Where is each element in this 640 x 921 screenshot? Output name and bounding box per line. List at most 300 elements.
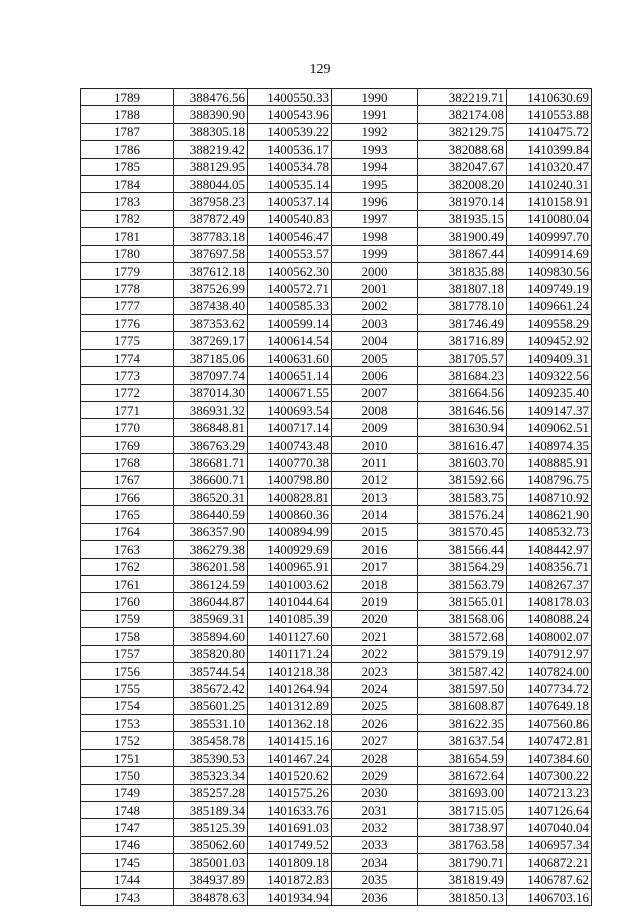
table-row [81,228,592,245]
point-number-cell: 1776 [81,315,174,332]
y-coordinate-cell: 1408885.91 [507,454,592,471]
point-number-cell: 1772 [81,384,174,401]
y-coordinate-cell: 1400546.47 [248,228,332,245]
table-row [81,262,592,279]
y-coordinate-cell: 1400614.54 [248,332,332,349]
y-coordinate-cell: 1400828.81 [248,488,332,505]
x-coordinate-cell: 381583.75 [418,488,507,505]
y-coordinate-cell: 1409661.24 [507,297,592,314]
table-row [81,610,592,627]
point-number-cell: 2004 [332,332,418,349]
table-row [81,836,592,853]
point-number-cell: 2013 [332,488,418,505]
table-row [81,575,592,592]
x-coordinate-cell: 388305.18 [174,123,248,140]
x-coordinate-cell: 386357.90 [174,523,248,540]
x-coordinate-cell: 381970.14 [418,193,507,210]
point-number-cell: 1745 [81,854,174,871]
y-coordinate-cell: 1401633.76 [248,802,332,819]
y-coordinate-cell: 1410399.84 [507,141,592,158]
x-coordinate-cell: 381622.35 [418,715,507,732]
point-number-cell: 1770 [81,419,174,436]
y-coordinate-cell: 1401127.60 [248,628,332,645]
x-coordinate-cell: 382047.67 [418,158,507,175]
point-number-cell: 2028 [332,749,418,766]
point-number-cell: 1759 [81,610,174,627]
y-coordinate-cell: 1401415.16 [248,732,332,749]
table-row [81,123,592,140]
x-coordinate-cell: 385390.53 [174,749,248,766]
point-number-cell: 1755 [81,680,174,697]
y-coordinate-cell: 1407384.60 [507,749,592,766]
x-coordinate-cell: 385189.34 [174,802,248,819]
y-coordinate-cell: 1407734.72 [507,680,592,697]
x-coordinate-cell: 381572.68 [418,628,507,645]
y-coordinate-cell: 1401003.62 [248,575,332,592]
point-number-cell: 2035 [332,871,418,888]
x-coordinate-cell: 388219.42 [174,141,248,158]
point-number-cell: 2033 [332,836,418,853]
point-number-cell: 2022 [332,645,418,662]
x-coordinate-cell: 387872.49 [174,210,248,227]
point-number-cell: 2018 [332,575,418,592]
x-coordinate-cell: 387958.23 [174,193,248,210]
x-coordinate-cell: 381616.47 [418,436,507,453]
y-coordinate-cell: 1407126.64 [507,802,592,819]
table-row [81,332,592,349]
y-coordinate-cell: 1406787.62 [507,871,592,888]
y-coordinate-cell: 1401467.24 [248,749,332,766]
table-row [81,245,592,262]
table-row [81,506,592,523]
x-coordinate-cell: 388129.95 [174,158,248,175]
y-coordinate-cell: 1401312.89 [248,697,332,714]
y-coordinate-cell: 1400770.38 [248,454,332,471]
x-coordinate-cell: 385257.28 [174,784,248,801]
table-row [81,732,592,749]
point-number-cell: 2007 [332,384,418,401]
point-number-cell: 2036 [332,888,418,905]
y-coordinate-cell: 1407560.86 [507,715,592,732]
point-number-cell: 1773 [81,367,174,384]
x-coordinate-cell: 381568.06 [418,610,507,627]
x-coordinate-cell: 381835.88 [418,262,507,279]
point-number-cell: 2002 [332,297,418,314]
y-coordinate-cell: 1400651.14 [248,367,332,384]
table-row [81,523,592,540]
y-coordinate-cell: 1409749.19 [507,280,592,297]
x-coordinate-cell: 387353.62 [174,315,248,332]
table-row [81,854,592,871]
point-number-cell: 1752 [81,732,174,749]
x-coordinate-cell: 381935.15 [418,210,507,227]
y-coordinate-cell: 1410158.91 [507,193,592,210]
point-number-cell: 1750 [81,767,174,784]
y-coordinate-cell: 1408088.24 [507,610,592,627]
point-number-cell: 1743 [81,888,174,905]
x-coordinate-cell: 384937.89 [174,871,248,888]
table-row [81,384,592,401]
x-coordinate-cell: 387783.18 [174,228,248,245]
point-number-cell: 1783 [81,193,174,210]
x-coordinate-cell: 386520.31 [174,488,248,505]
table-row [81,662,592,679]
y-coordinate-cell: 1408267.37 [507,575,592,592]
point-number-cell: 1998 [332,228,418,245]
y-coordinate-cell: 1406957.34 [507,836,592,853]
x-coordinate-cell: 387014.30 [174,384,248,401]
point-number-cell: 1758 [81,628,174,645]
y-coordinate-cell: 1400540.83 [248,210,332,227]
x-coordinate-cell: 385323.34 [174,767,248,784]
y-coordinate-cell: 1409997.70 [507,228,592,245]
point-number-cell: 1766 [81,488,174,505]
y-coordinate-cell: 1407472.81 [507,732,592,749]
x-coordinate-cell: 381587.42 [418,662,507,679]
table-row [81,749,592,766]
y-coordinate-cell: 1407040.04 [507,819,592,836]
y-coordinate-cell: 1400965.91 [248,558,332,575]
table-row [81,558,592,575]
x-coordinate-cell: 381867.44 [418,245,507,262]
x-coordinate-cell: 381563.79 [418,575,507,592]
x-coordinate-cell: 387269.17 [174,332,248,349]
point-number-cell: 2005 [332,349,418,366]
y-coordinate-cell: 1410630.69 [507,89,592,106]
y-coordinate-cell: 1401575.26 [248,784,332,801]
point-number-cell: 2000 [332,262,418,279]
point-number-cell: 1990 [332,89,418,106]
x-coordinate-cell: 381738.97 [418,819,507,836]
point-number-cell: 1749 [81,784,174,801]
y-coordinate-cell: 1401691.03 [248,819,332,836]
y-coordinate-cell: 1407824.00 [507,662,592,679]
y-coordinate-cell: 1408002.07 [507,628,592,645]
point-number-cell: 2011 [332,454,418,471]
table-row [81,419,592,436]
point-number-cell: 2031 [332,802,418,819]
table-row [81,541,592,558]
table-row [81,697,592,714]
point-number-cell: 1780 [81,245,174,262]
table-row [81,349,592,366]
point-number-cell: 1992 [332,123,418,140]
y-coordinate-cell: 1400537.14 [248,193,332,210]
point-number-cell: 2034 [332,854,418,871]
point-number-cell: 1789 [81,89,174,106]
table-row [81,819,592,836]
x-coordinate-cell: 381565.01 [418,593,507,610]
point-number-cell: 1993 [332,141,418,158]
y-coordinate-cell: 1407300.22 [507,767,592,784]
point-number-cell: 1787 [81,123,174,140]
y-coordinate-cell: 1401362.18 [248,715,332,732]
x-coordinate-cell: 388044.05 [174,175,248,192]
y-coordinate-cell: 1410553.88 [507,106,592,123]
point-number-cell: 2001 [332,280,418,297]
x-coordinate-cell: 385062.60 [174,836,248,853]
y-coordinate-cell: 1400671.55 [248,384,332,401]
x-coordinate-cell: 388476.56 [174,89,248,106]
x-coordinate-cell: 381637.54 [418,732,507,749]
x-coordinate-cell: 381684.23 [418,367,507,384]
y-coordinate-cell: 1400550.33 [248,89,332,106]
x-coordinate-cell: 381746.49 [418,315,507,332]
x-coordinate-cell: 381819.49 [418,871,507,888]
point-number-cell: 1782 [81,210,174,227]
table-row [81,680,592,697]
y-coordinate-cell: 1401749.52 [248,836,332,853]
x-coordinate-cell: 382129.75 [418,123,507,140]
x-coordinate-cell: 387526.99 [174,280,248,297]
point-number-cell: 2032 [332,819,418,836]
y-coordinate-cell: 1406872.21 [507,854,592,871]
x-coordinate-cell: 381900.49 [418,228,507,245]
y-coordinate-cell: 1407912.97 [507,645,592,662]
point-number-cell: 1753 [81,715,174,732]
y-coordinate-cell: 1400539.22 [248,123,332,140]
point-number-cell: 2026 [332,715,418,732]
table-row [81,89,592,106]
y-coordinate-cell: 1409235.40 [507,384,592,401]
point-number-cell: 1744 [81,871,174,888]
point-number-cell: 1761 [81,575,174,592]
table-row [81,210,592,227]
table-row [81,802,592,819]
x-coordinate-cell: 386279.38 [174,541,248,558]
y-coordinate-cell: 1401264.94 [248,680,332,697]
point-number-cell: 2019 [332,593,418,610]
table-row [81,471,592,488]
y-coordinate-cell: 1400860.36 [248,506,332,523]
x-coordinate-cell: 381664.56 [418,384,507,401]
point-number-cell: 1767 [81,471,174,488]
y-coordinate-cell: 1409452.92 [507,332,592,349]
x-coordinate-cell: 381715.05 [418,802,507,819]
point-number-cell: 1765 [81,506,174,523]
y-coordinate-cell: 1400599.14 [248,315,332,332]
y-coordinate-cell: 1401085.39 [248,610,332,627]
y-coordinate-cell: 1401934.94 [248,888,332,905]
point-number-cell: 2020 [332,610,418,627]
y-coordinate-cell: 1408178.03 [507,593,592,610]
y-coordinate-cell: 1407213.23 [507,784,592,801]
point-number-cell: 1997 [332,210,418,227]
table-row [81,297,592,314]
y-coordinate-cell: 1408621.90 [507,506,592,523]
x-coordinate-cell: 382008.20 [418,175,507,192]
point-number-cell: 1768 [81,454,174,471]
x-coordinate-cell: 382174.08 [418,106,507,123]
table-row [81,784,592,801]
point-number-cell: 2012 [332,471,418,488]
x-coordinate-cell: 381763.58 [418,836,507,853]
y-coordinate-cell: 1400631.60 [248,349,332,366]
x-coordinate-cell: 381603.70 [418,454,507,471]
y-coordinate-cell: 1409830.56 [507,262,592,279]
point-number-cell: 2021 [332,628,418,645]
point-number-cell: 2009 [332,419,418,436]
y-coordinate-cell: 1408710.92 [507,488,592,505]
point-number-cell: 1769 [81,436,174,453]
x-coordinate-cell: 385458.78 [174,732,248,749]
x-coordinate-cell: 381716.89 [418,332,507,349]
page-number: 129 [309,62,331,77]
x-coordinate-cell: 381672.64 [418,767,507,784]
y-coordinate-cell: 1410320.47 [507,158,592,175]
x-coordinate-cell: 386440.59 [174,506,248,523]
x-coordinate-cell: 385531.10 [174,715,248,732]
y-coordinate-cell: 1408356.71 [507,558,592,575]
point-number-cell: 2017 [332,558,418,575]
table-row [81,436,592,453]
point-number-cell: 1760 [81,593,174,610]
y-coordinate-cell: 1401218.38 [248,662,332,679]
x-coordinate-cell: 381597.50 [418,680,507,697]
point-number-cell: 2016 [332,541,418,558]
table-row [81,715,592,732]
x-coordinate-cell: 387185.06 [174,349,248,366]
point-number-cell: 1763 [81,541,174,558]
x-coordinate-cell: 385820.80 [174,645,248,662]
point-number-cell: 2023 [332,662,418,679]
y-coordinate-cell: 1409409.31 [507,349,592,366]
point-number-cell: 1756 [81,662,174,679]
y-coordinate-cell: 1410080.04 [507,210,592,227]
point-number-cell: 1788 [81,106,174,123]
x-coordinate-cell: 386763.29 [174,436,248,453]
point-number-cell: 1751 [81,749,174,766]
x-coordinate-cell: 381630.94 [418,419,507,436]
x-coordinate-cell: 381564.29 [418,558,507,575]
point-number-cell: 1991 [332,106,418,123]
x-coordinate-cell: 386201.58 [174,558,248,575]
x-coordinate-cell: 387097.74 [174,367,248,384]
table-row [81,158,592,175]
y-coordinate-cell: 1408532.73 [507,523,592,540]
point-number-cell: 1781 [81,228,174,245]
x-coordinate-cell: 381850.13 [418,888,507,905]
y-coordinate-cell: 1409558.29 [507,315,592,332]
table-row [81,402,592,419]
point-number-cell: 1996 [332,193,418,210]
x-coordinate-cell: 381608.87 [418,697,507,714]
x-coordinate-cell: 381790.71 [418,854,507,871]
coordinates-table [80,88,592,906]
y-coordinate-cell: 1400536.17 [248,141,332,158]
x-coordinate-cell: 385125.39 [174,819,248,836]
point-number-cell: 2024 [332,680,418,697]
table-row [81,888,592,905]
x-coordinate-cell: 381693.00 [418,784,507,801]
x-coordinate-cell: 387612.18 [174,262,248,279]
x-coordinate-cell: 381646.56 [418,402,507,419]
table-row [81,593,592,610]
x-coordinate-cell: 386848.81 [174,419,248,436]
x-coordinate-cell: 381579.19 [418,645,507,662]
y-coordinate-cell: 1400693.54 [248,402,332,419]
x-coordinate-cell: 386600.71 [174,471,248,488]
x-coordinate-cell: 386124.59 [174,575,248,592]
table-row [81,315,592,332]
table-row [81,280,592,297]
y-coordinate-cell: 1400894.99 [248,523,332,540]
x-coordinate-cell: 385969.31 [174,610,248,627]
point-number-cell: 2015 [332,523,418,540]
x-coordinate-cell: 385744.54 [174,662,248,679]
point-number-cell: 1764 [81,523,174,540]
point-number-cell: 1786 [81,141,174,158]
x-coordinate-cell: 385894.60 [174,628,248,645]
x-coordinate-cell: 385001.03 [174,854,248,871]
point-number-cell: 1775 [81,332,174,349]
point-number-cell: 1774 [81,349,174,366]
table-row [81,767,592,784]
y-coordinate-cell: 1400798.80 [248,471,332,488]
y-coordinate-cell: 1400543.96 [248,106,332,123]
point-number-cell: 1779 [81,262,174,279]
point-number-cell: 2010 [332,436,418,453]
table-row [81,628,592,645]
y-coordinate-cell: 1409322.56 [507,367,592,384]
y-coordinate-cell: 1400534.78 [248,158,332,175]
x-coordinate-cell: 388390.90 [174,106,248,123]
y-coordinate-cell: 1407649.18 [507,697,592,714]
y-coordinate-cell: 1401520.62 [248,767,332,784]
y-coordinate-cell: 1400929.69 [248,541,332,558]
point-number-cell: 2003 [332,315,418,332]
x-coordinate-cell: 381807.18 [418,280,507,297]
point-number-cell: 1746 [81,836,174,853]
y-coordinate-cell: 1401872.83 [248,871,332,888]
x-coordinate-cell: 385601.25 [174,697,248,714]
x-coordinate-cell: 386931.32 [174,402,248,419]
x-coordinate-cell: 382088.68 [418,141,507,158]
table-row [81,141,592,158]
point-number-cell: 1994 [332,158,418,175]
y-coordinate-cell: 1406703.16 [507,888,592,905]
x-coordinate-cell: 386044.87 [174,593,248,610]
table-row [81,367,592,384]
point-number-cell: 1757 [81,645,174,662]
x-coordinate-cell: 384878.63 [174,888,248,905]
point-number-cell: 1785 [81,158,174,175]
point-number-cell: 1748 [81,802,174,819]
y-coordinate-cell: 1400585.33 [248,297,332,314]
x-coordinate-cell: 386681.71 [174,454,248,471]
y-coordinate-cell: 1400553.57 [248,245,332,262]
y-coordinate-cell: 1400562.30 [248,262,332,279]
x-coordinate-cell: 381570.45 [418,523,507,540]
x-coordinate-cell: 382219.71 [418,89,507,106]
y-coordinate-cell: 1401171.24 [248,645,332,662]
x-coordinate-cell: 381705.57 [418,349,507,366]
point-number-cell: 2014 [332,506,418,523]
x-coordinate-cell: 381566.44 [418,541,507,558]
point-number-cell: 1754 [81,697,174,714]
table-row [81,106,592,123]
x-coordinate-cell: 381592.66 [418,471,507,488]
y-coordinate-cell: 1409914.69 [507,245,592,262]
table-row [81,175,592,192]
point-number-cell: 2030 [332,784,418,801]
y-coordinate-cell: 1408796.75 [507,471,592,488]
y-coordinate-cell: 1408442.97 [507,541,592,558]
x-coordinate-cell: 381576.24 [418,506,507,523]
table-row [81,193,592,210]
table-row [81,645,592,662]
y-coordinate-cell: 1410475.72 [507,123,592,140]
